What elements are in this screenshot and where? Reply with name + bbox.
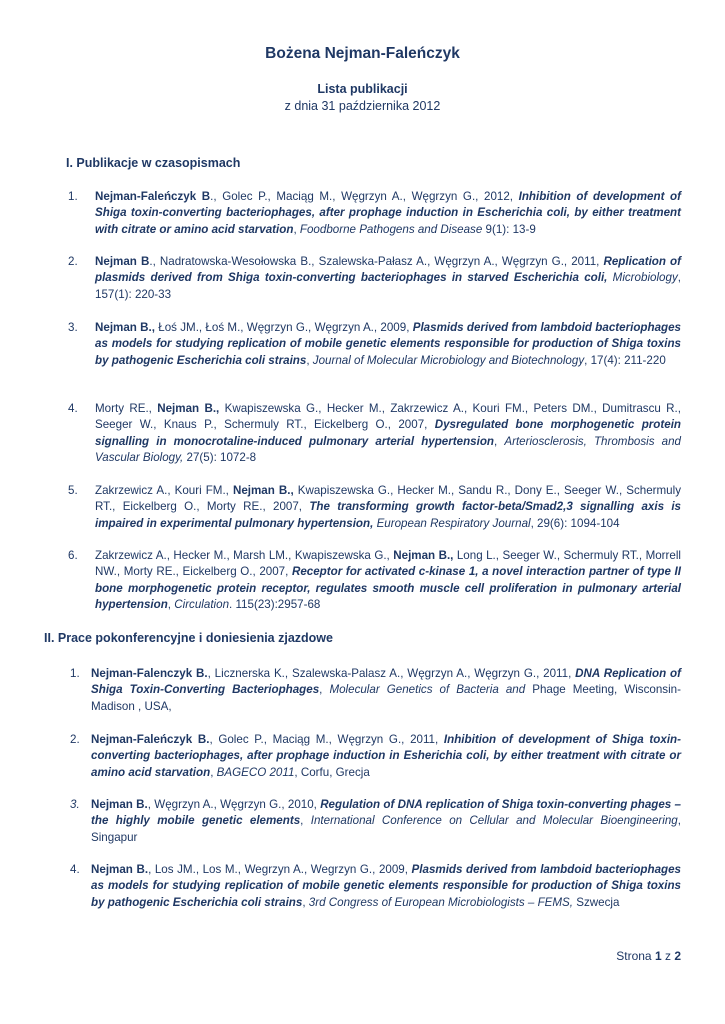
journal-name: Journal of Molecular Microbiology and Biotechnology: [312, 353, 585, 367]
publication-entry: [91, 732, 681, 781]
author-highlight: Nejman-Falenczyk B.: [91, 667, 208, 680]
journal-name: Arteriosclerosis, Thrombosis and Vascular Biology,: [95, 434, 681, 464]
publication-entry: [95, 548, 681, 613]
author-highlight: Nejman B: [95, 255, 150, 268]
journal-ref: 9(1): 13-9: [482, 222, 536, 236]
author-name-title: Bożena Nejman-Faleńczyk: [265, 45, 460, 62]
list-number: 4.: [70, 863, 80, 876]
publication-title: Dysregulated bone morphogenetic protein signalling in monocrotaline-induced pulmonary arterial hypertension: [95, 418, 681, 448]
page-footer: [616, 949, 681, 963]
conference-name: 3rd Congress of European Microbiologists – FEMS,: [308, 895, 573, 909]
publication-entry: [95, 254, 681, 303]
author-highlight: Nejman B.,: [232, 484, 294, 497]
authors: Long L., Seeger W., Schermuly RT., Morrell NW., Morty RE., Eickelberg O., 2007,: [95, 549, 682, 579]
section-heading-conferences: II. Prace pokonferencyjne i doniesienia zjazdowe: [44, 631, 333, 645]
journal-name: Circulation: [174, 597, 230, 611]
publication-entry: [95, 320, 681, 369]
authors: Łoś JM., Łoś M., Węgrzyn G., Węgrzyn A., 2009,: [154, 321, 413, 334]
authors: Kwapiszewska G., Hecker M., Zakrzewicz A., Kouri FM., Peters DM., Dumitrascu R., Seeger W., Knaus P., Schermuly RT., Eickelberg O., 2007,: [95, 402, 681, 432]
publication-entry: [91, 666, 681, 715]
conference-name: International Conference on Cellular and Molecular Bioengineering: [310, 814, 678, 828]
separator: ,: [494, 434, 505, 448]
authors-pre: Morty RE.,: [95, 402, 158, 415]
journal-name: Microbiology: [612, 271, 678, 285]
page-total: 2: [674, 949, 681, 963]
separator: ,: [300, 814, 311, 828]
list-title: Lista publikacji: [317, 82, 408, 96]
publication-title: Plasmids derived from lambdoid bacteriophages as models for studying replication of mobile genetic elements responsible for production of Shiga toxins by pathogenic Escherichia coli strains: [91, 863, 681, 909]
separator: ,: [306, 353, 313, 367]
journal-ref: , 17(4): 211-220: [584, 353, 666, 367]
conference-location: , Singapur: [91, 814, 681, 844]
list-number: 2.: [70, 733, 80, 746]
author-highlight: Nejman-Faleńczyk B.: [91, 733, 210, 746]
journal-name: Foodborne Pathogens and Disease: [299, 222, 483, 236]
journal-name: European Respiratory Journal: [376, 516, 531, 530]
page-label: Strona: [616, 949, 652, 963]
authors: , Los JM., Los M., Wegrzyn A., Wegrzyn G., 2009,: [148, 863, 412, 876]
authors: , Golec P., Maciąg M., Węgrzyn G., 2011,: [209, 733, 444, 746]
section-heading-journals: I. Publikacje w czasopismach: [66, 156, 241, 170]
conference-location: Szwecja: [573, 895, 620, 909]
list-number: 6.: [68, 549, 78, 562]
journal-ref: , 29(6): 1094-104: [530, 516, 620, 530]
authors-pre: Zakrzewicz A., Hecker M., Marsh LM., Kwapiszewska G.,: [95, 549, 394, 562]
list-number: 3.: [70, 798, 80, 811]
conference-name: BAGECO 2011: [216, 765, 295, 779]
publication-title: The transforming growth factor-beta/Smad2,3 signalling axis is impaired in experimental pulmonary hypertension,: [95, 500, 681, 530]
conference-location: , Corfu, Grecja: [294, 765, 370, 779]
journal-ref: 27(5): 1072-8: [183, 450, 257, 464]
journal-ref: . 115(23):2957-68: [229, 597, 321, 611]
conference-location: Phage Meeting, Wisconsin-Madison , USA,: [91, 683, 681, 713]
authors: , Licznerska K., Szalewska-Palasz A., Węgrzyn A., Węgrzyn G., 2011,: [207, 667, 576, 680]
publication-title: Replication of plasmids derived from Shiga toxin-converting bacteriophages in starved Escherichia coli,: [95, 255, 681, 285]
list-number: 4.: [68, 402, 78, 415]
authors: ., Nadratowska-Wesołowska B., Szalewska-Pałasz A., Węgrzyn A., Węgrzyn G., 2011,: [149, 255, 604, 268]
separator: ,: [302, 895, 309, 909]
authors-pre: Zakrzewicz A., Kouri FM.,: [95, 484, 233, 497]
publication-title: Receptor for activated c-kinase 1, a novel interaction partner of type II bone morphogenetic protein receptor, regulates smooth muscle cell proliferation in pulmonary arterial hypertension: [95, 565, 681, 611]
list-date: z dnia 31 października 2012: [284, 99, 441, 113]
list-number: 5.: [68, 484, 78, 497]
page-of: z: [664, 949, 671, 963]
authors: Kwapiszewska G., Hecker M., Sandu R., Dony E., Seeger W., Schermuly RT., Eickelberg O., Morty RE., 2007,: [95, 484, 681, 514]
publication-title: Inhibition of development of Shiga toxin-converting bacteriophages, after prophage induction in Escherichia coli, by either treatment with citrate or amino acid starvation: [95, 190, 682, 236]
publication-entry: [91, 797, 681, 846]
list-number: 1.: [70, 667, 80, 680]
publication-title: DNA Replication of Shiga Toxin-Converting Bacteriophages: [91, 667, 681, 697]
conference-name: Molecular Genetics of Bacteria and: [329, 683, 526, 697]
separator: ,: [319, 683, 330, 697]
list-number: 2.: [68, 255, 78, 268]
publication-entry: [95, 483, 681, 532]
publication-entry: [91, 862, 681, 911]
publication-entry: [95, 401, 681, 466]
separator: ,: [210, 765, 217, 779]
author-highlight: Nejman B.,: [393, 549, 454, 562]
publication-entry: [95, 189, 681, 238]
list-number: 3.: [68, 321, 78, 334]
journal-ref: , 157(1): 220-33: [95, 271, 681, 301]
author-highlight: Nejman B.,: [95, 321, 155, 334]
author-highlight: Nejman B.: [91, 863, 149, 876]
author-highlight: Nejman B.: [91, 798, 148, 811]
list-number: 1.: [68, 190, 78, 203]
author-highlight: Nejman B.,: [157, 402, 220, 415]
publication-title: Inhibition of development of Shiga toxin-converting bacteriophages, after prophage induction in Esherichia coli, by either treatment with citrate or amino acid starvation: [91, 733, 681, 779]
publication-title: Plasmids derived from lambdoid bacteriophages as models for studying replication of mobile genetic elements responsible for production of Shiga toxins by pathogenic Escherichia coli strains: [95, 321, 681, 367]
authors: ., Golec P., Maciąg M., Węgrzyn A., Węgrzyn G., 2012,: [210, 190, 519, 203]
publication-title: Regulation of DNA replication of Shiga toxin-converting phages – the highly mobile genetic elements: [91, 798, 681, 828]
separator: ,: [167, 597, 175, 611]
authors: , Węgrzyn A., Węgrzyn G., 2010,: [147, 798, 321, 811]
page-current: 1: [654, 949, 662, 963]
separator: ,: [293, 222, 300, 236]
author-highlight: Nejman-Faleńczyk B: [95, 190, 211, 203]
